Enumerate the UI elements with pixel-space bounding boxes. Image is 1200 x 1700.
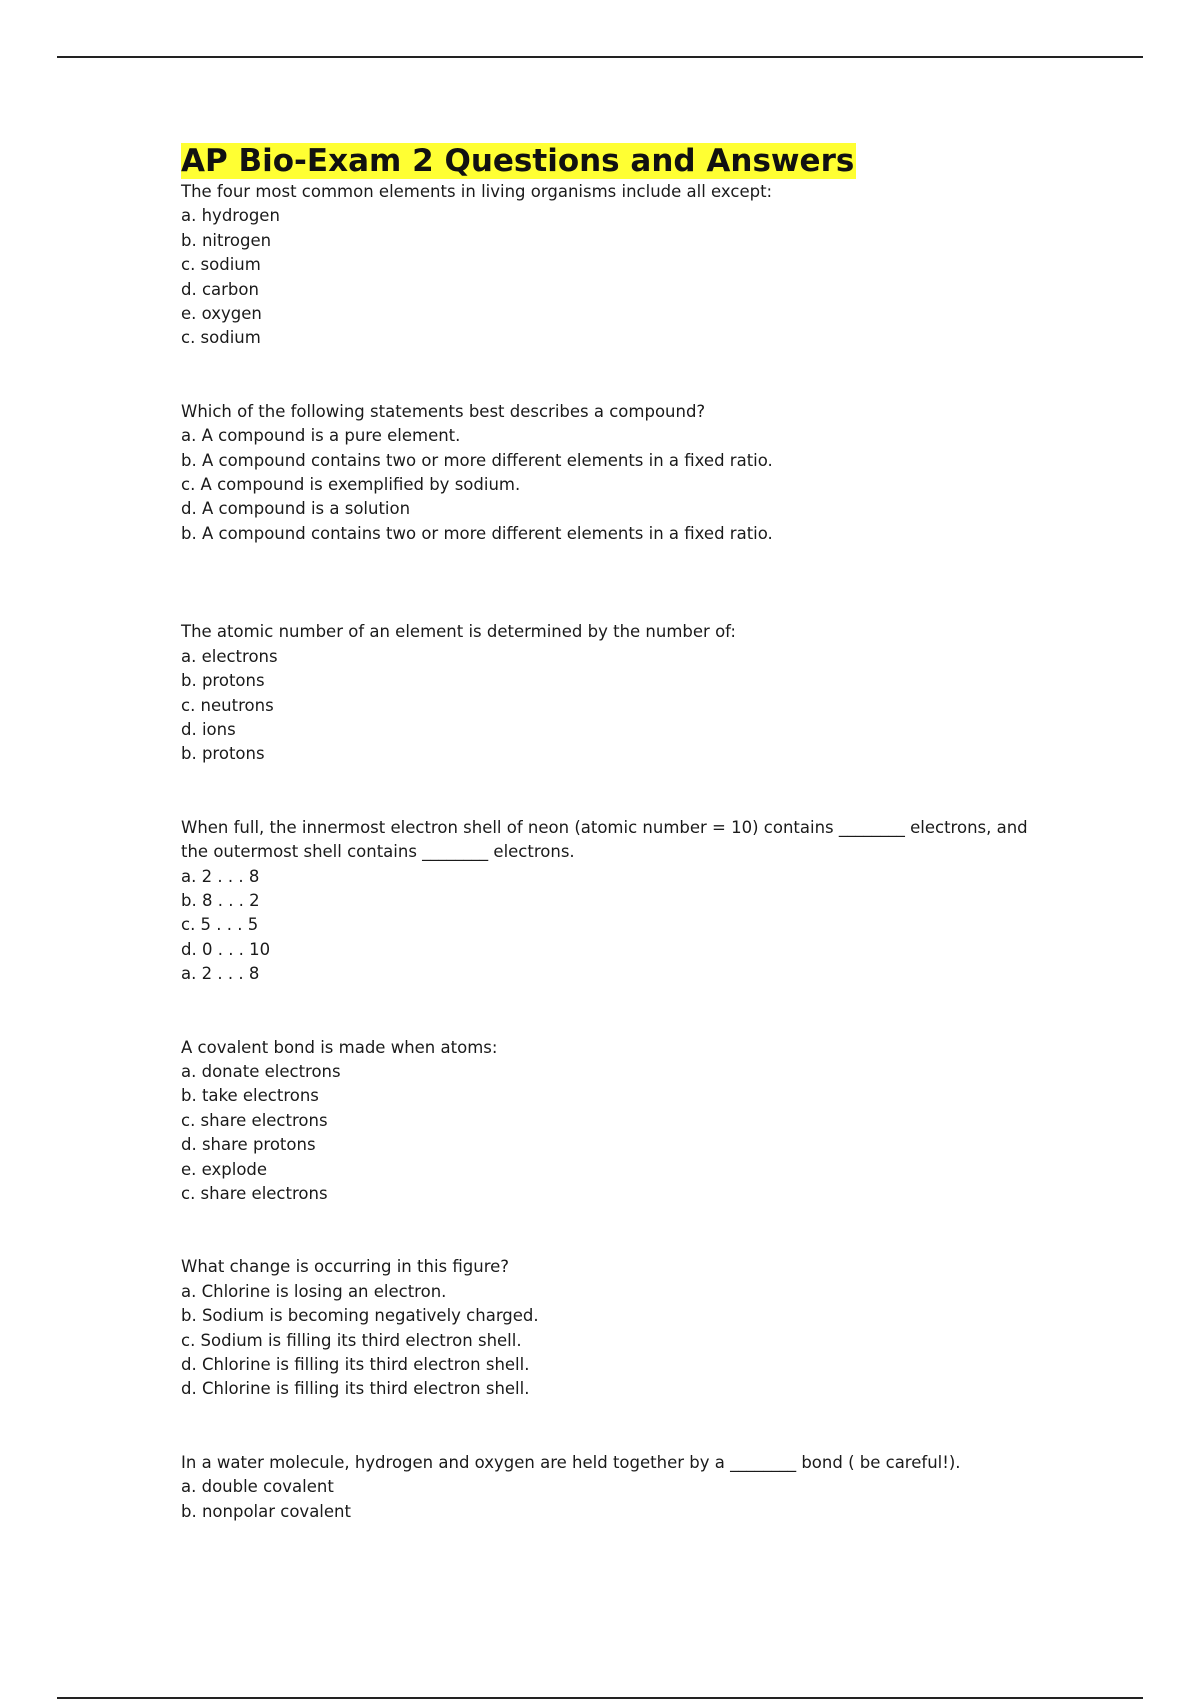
- choice-a: a. hydrogen: [181, 206, 280, 226]
- choice-c: c. share electrons: [181, 1110, 328, 1130]
- choice-c: c. Sodium is filling its third electron shell.: [181, 1330, 522, 1350]
- question-text: Which of the following statements best describes a compound?: [181, 401, 706, 421]
- choice-a: a. donate electrons: [181, 1061, 341, 1081]
- choice-a: a. Chlorine is losing an electron.: [181, 1281, 447, 1301]
- answer: c. share electrons: [181, 1184, 328, 1203]
- question-3: [181, 620, 1041, 766]
- answer: b. A compound contains two or more different elements in a fixed ratio.: [181, 523, 773, 543]
- choice-e: e. explode: [181, 1159, 268, 1179]
- answer: a. 2 . . . 8: [181, 964, 260, 984]
- choice-a: a. double covalent: [181, 1477, 334, 1497]
- choice-a: a. A compound is a pure element.: [181, 426, 461, 446]
- question-text: In a water molecule, hydrogen and oxygen are held together by a ________ bond ( be careful!).: [181, 1452, 961, 1472]
- choice-d: d. A compound is a solution: [181, 499, 411, 519]
- choice-c: c. neutrons: [181, 695, 274, 715]
- header-rule: [57, 56, 1143, 58]
- question-text: When full, the innermost electron shell of neon (atomic number = 10) contains ________ electrons, and the outermost shell contains ________ electrons.: [181, 817, 1033, 862]
- question-text: A covalent bond is made when atoms:: [181, 1037, 498, 1057]
- question-text: What change is occurring in this figure?: [181, 1257, 510, 1277]
- answer: d. Chlorine is filling its third electron shell.: [181, 1379, 530, 1399]
- choice-b: b. take electrons: [181, 1086, 319, 1106]
- footer-rule: [57, 1697, 1143, 1699]
- question-2: [181, 400, 1041, 546]
- question-5: [181, 1036, 1041, 1207]
- choice-b: b. protons: [181, 671, 265, 691]
- document-title: AP Bio-Exam 2 Questions and Answers: [181, 143, 855, 179]
- choice-d: d. ions: [181, 719, 236, 739]
- question-4: [181, 816, 1041, 987]
- choice-d: d. 0 . . . 10: [181, 939, 271, 959]
- choice-a: a. electrons: [181, 646, 278, 666]
- choice-b: b. nonpolar covalent: [181, 1501, 351, 1521]
- choice-b: b. A compound contains two or more different elements in a fixed ratio.: [181, 450, 773, 470]
- choice-d: d. carbon: [181, 279, 259, 299]
- choice-b: b. 8 . . . 2: [181, 890, 260, 910]
- question-6: [181, 1255, 1041, 1401]
- choice-b: b. Sodium is becoming negatively charged.: [181, 1306, 539, 1326]
- choice-e: e. oxygen: [181, 304, 262, 324]
- choice-d: d. Chlorine is filling its third electron shell.: [181, 1355, 530, 1375]
- answer: c. sodium: [181, 328, 261, 348]
- answer: b. protons: [181, 744, 265, 764]
- document-body: [181, 143, 1041, 1524]
- choice-b: b. nitrogen: [181, 230, 272, 250]
- question-text: The atomic number of an element is determined by the number of:: [181, 622, 736, 642]
- choice-c: c. A compound is exemplified by sodium.: [181, 475, 521, 495]
- choice-a: a. 2 . . . 8: [181, 866, 260, 886]
- choice-d: d. share protons: [181, 1135, 316, 1155]
- choice-c: c. sodium: [181, 255, 261, 275]
- question-7: [181, 1451, 1041, 1524]
- question-1: [181, 180, 1041, 351]
- question-text: The four most common elements in living organisms include all except:: [181, 182, 773, 201]
- choice-c: c. 5 . . . 5: [181, 915, 259, 935]
